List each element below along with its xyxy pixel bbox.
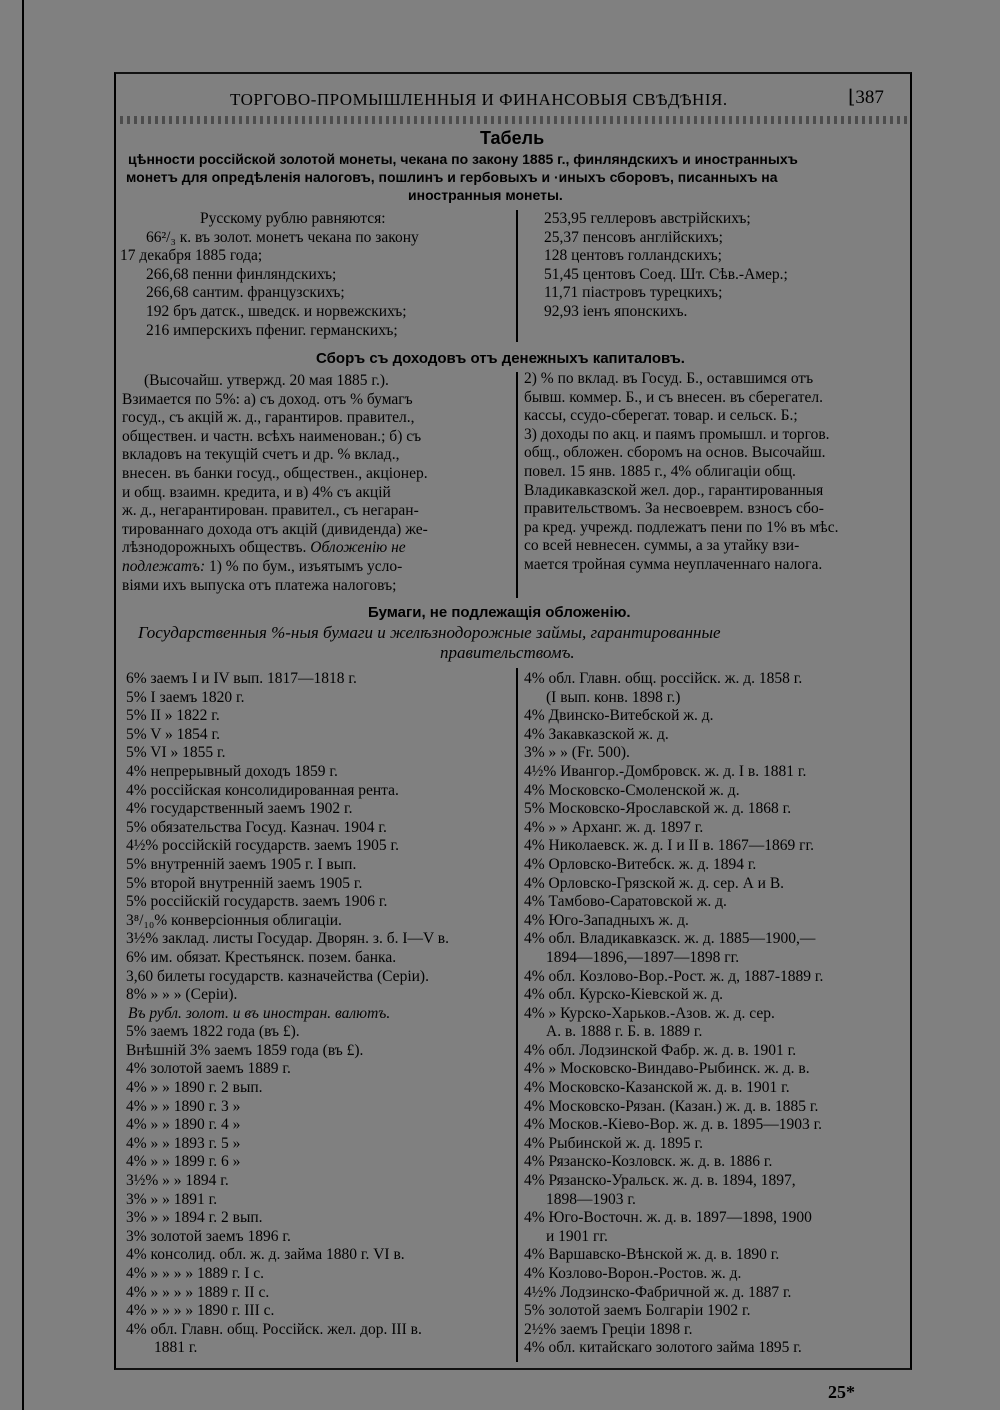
sbor-left-text [122,372,514,595]
list-item: 128 центовъ голландскихъ; [544,247,722,265]
list-item: 5% I заемъ 1820 г. [126,688,245,706]
text-line: віями ихъ выпуска отъ платежа налоговъ; [122,576,397,594]
header-rule [120,116,908,124]
text-line: 3) доходы по акц. и паямъ промышл. и торгов. [524,425,830,443]
list-item: 4% Рязанско-Уральск. ж. д. в. 1894, 1897, [524,1172,796,1190]
list-item: (I вып. конв. 1898 г.) [546,688,681,706]
tabel-subtitle-3: иностранныя монеты. [408,187,563,203]
list-item: 1898—1903 г. [546,1190,636,1208]
list-item: 4% обл. Главн. общ. Россійск. жел. дор. III в. [126,1320,422,1338]
text-line: со всей невнесен. суммы, а за утайку взи- [524,537,800,555]
list-item: 4% обл. Лодзинской Фабр. ж. д. в. 1901 г. [524,1041,797,1059]
list-item: 266,68 пенни финляндскихъ; [146,265,337,283]
list-item: 25,37 пенсовъ англійскихъ; [544,228,723,246]
text-line: общ., обложен. сборомъ на основ. Высочайш. [524,444,826,462]
list-item: 4% Двинско-Витебской ж. д. [524,707,714,725]
list-item: 8% » » » (Серіи). [126,986,238,1004]
text-line: кассы, ссудо-сберегат. товар. и сельск. Б.; [524,407,798,425]
list-item: 6% им. обязат. Крестьянск. позем. банка. [126,948,397,966]
list-item: 4% Варшавско-Вѣнской ж. д. в. 1890 г. [524,1246,780,1264]
list-item: 66²/₃ к. въ золот. монетъ чекана по закону [146,228,419,246]
list-item: 4% обл. Владикавказск. ж. д. 1885—1900,— [524,930,816,948]
list-item: 4% » » 1899 г. 6 » [126,1153,241,1171]
list-item: 4½% Лодзинско-Фабричной ж. д. 1887 г. [524,1283,792,1301]
list-item: 11,71 піастровъ турецкихъ; [544,284,723,302]
list-item: 4% Московско-Казанской ж. д. в. 1901 г. [524,1079,790,1097]
signature-mark: 25* [828,1382,855,1402]
list-item: 1881 г. [154,1339,198,1357]
list-item: 192 бръ датск., шведск. и норвежскихъ; [146,302,407,320]
list-item: 4% Москов.-Кіево-Вор. ж. д. в. 1895—1903 г. [524,1116,823,1134]
list-item: 5% внутренній заемъ 1905 г. I вып. [126,855,357,873]
tabel-subtitle-2: монетъ для опредѣленія налоговъ, пошлинъ и гербовыхъ и ·иныхъ сборовъ, писанныхъ на [126,169,778,185]
text-line: правительствомъ. За несвоеврем. взносъ сбо- [524,500,824,518]
list-item: 4% консолид. обл. ж. д. займа 1880 г. VI в. [126,1246,405,1264]
text-line: 2) % по вклад. въ Госуд. Б., оставшимся отъ [524,370,814,387]
running-header: ТОРГОВО-ПРОМЫШЛЕННЫЯ И ФИНАНСОВЫЯ СВѢДѢНІЯ. [230,90,728,109]
list-item: 5% V » 1854 г. [126,725,221,743]
list-item: 5% II » 1822 г. [126,707,220,725]
text-line: бывш. коммер. Б., и съ внесен. въ сберегател. [524,388,824,406]
list-item: 266,68 сантим. французскихъ; [146,284,345,302]
list-item: 253,95 геллеровъ австрійскихъ; [544,210,751,227]
list-item: 17 декабря 1885 года; [120,247,263,265]
list-item: 92,93 іенъ японскихъ. [544,302,688,320]
list-item: 4% » » » » 1889 г. I с. [126,1265,265,1282]
list-item: 4% » » 1890 г. 2 вып. [126,1079,263,1097]
outer-margin-rule [22,0,24,1410]
sbor-right-text [524,370,838,575]
text-line: Владикавказской жел. дор., гарантированныя [524,481,824,499]
list-item: 4% Козлово-Ворон.-Ростов. ж. д. [524,1265,742,1282]
bumagi-right-list [524,670,823,1358]
list-item: 4% Юго-Западныхъ ж. д. [524,911,689,929]
list-item: 4½% россійскій государств. заемъ 1905 г. [126,837,400,855]
list-item: 4% Московско-Рязан. (Казан.) ж. д. в. 1885 г. [524,1097,819,1115]
list-item: 1894—1896,—1897—1898 гг. [546,948,740,966]
list-item: 4% » Московско-Виндаво-Рыбинск. ж. д. в. [524,1060,810,1078]
text-line: госуд., съ акцій ж. д., гарантиров. правител., [122,409,415,427]
tabel-title: Табель [480,128,545,148]
list-item: 5% обязательства Госуд. Казнач. 1904 г. [126,818,387,836]
list-item: 3% » » 1894 г. 2 вып. [126,1209,263,1227]
text-line: обществен. и частн. всѣхъ наименован.; б) съ [122,427,422,445]
list-item: 5% золотой заемъ Болгаріи 1902 г. [524,1302,751,1320]
bumagi-italic-heading-2: правительствомъ. [440,643,575,662]
list-item: 3½% заклад. листы Государ. Дворян. з. б. I—V в. [126,930,449,948]
list-item: А. в. 1888 г. Б. в. 1889 г. [546,1023,703,1041]
text-line: лѣзнодорожныхъ обществъ. Обложенію не [122,539,406,557]
list-item: 4% золотой заемъ 1889 г. [126,1060,291,1078]
list-item: 4% обл. Курско-Кіевской ж. д. [524,986,723,1004]
list-item: 5% россійскій государств. заемъ 1906 г. [126,893,388,911]
list-item: 5% заемъ 1822 года (въ £). [126,1023,300,1041]
text-line: подлежатъ: 1) % по бум., изъятымъ усло- [122,557,403,575]
text-line: Взимается по 5%: а) съ доход. отъ % бумагъ [122,390,413,408]
list-item: 4% » » 1890 г. 3 » [126,1097,241,1115]
list-item: 4% » Курско-Харьков.-Азов. ж. д. сер. [524,1004,775,1022]
list-item: 4% Николаевск. ж. д. I и II в. 1867—1869 гг. [524,837,814,855]
text-line: повел. 15 янв. 1885 г., 4% облигаціи общ. [524,462,796,480]
list-item: 3% » » (Fr. 500). [524,744,630,762]
list-item: 5% VI » 1855 г. [126,744,226,762]
list-item: 51,45 центовъ Соед. Шт. Сѣв.-Амер.; [544,265,788,283]
text-line: ж. д., негарантирован. правител., съ негаран- [122,502,419,520]
list-item: Русскому рублю равняются: [200,210,386,227]
list-item: 4% » » 1893 г. 5 » [126,1134,241,1152]
text-line: (Высочайш. утвержд. 20 мая 1885 г.). [144,372,389,389]
list-item: 6% заемъ I и IV вып. 1817—1818 г. [126,670,357,687]
text-line: ра кред. учрежд. подлежатъ пени по 1% въ мѣс. [524,518,839,536]
list-item: 4% Рязанско-Козловск. ж. д. в. 1886 г. [524,1153,773,1171]
list-item: Внѣшній 3% заемъ 1859 года (въ £). [126,1041,364,1059]
list-item: 3% » » 1891 г. [126,1190,218,1208]
list-item: 216 имперскихъ пфениг. германскихъ; [146,321,398,339]
list-item: 4% Закавказской ж. д. [524,725,669,743]
tabel-right-list [544,210,788,322]
column-divider [516,668,518,1362]
list-item: 4% Юго-Восточн. ж. д. в. 1897—1898, 1900 [524,1209,812,1227]
list-item: 4% Рыбинской ж. д. 1895 г. [524,1134,704,1152]
list-item: 4% обл. Козлово-Вор.-Рост. ж. д, 1887-1889 г. [524,967,824,985]
list-item: 2½% заемъ Греціи 1898 г. [524,1320,693,1338]
tabel-subtitle-1: цѣнности россійской золотой монеты, чекана по закону 1885 г., финляндскихъ и иностранныхъ [128,151,798,167]
text-line: и общ. взаимн. кредита, и в) 4% съ акцій [122,483,391,501]
text-line: мается тройная сумма неуплаченнаго налога. [524,555,823,573]
bumagi-left-list [126,670,449,1358]
text-line: тированнаго дохода отъ акцій (дивиденда) же- [122,520,428,538]
list-item: и 1901 гг. [546,1227,608,1245]
sbor-title: Сборъ съ доходовъ отъ денежныхъ капиталовъ. [316,350,685,367]
bumagi-title: Бумаги, не подлежащія обложенію. [368,604,631,621]
column-divider [516,210,518,342]
list-item: 4% » » » » 1890 г. III с. [126,1302,275,1320]
column-divider [516,372,518,598]
list-item: 4% россійская консолидированная рента. [126,781,399,799]
list-item: 4½% Ивангор.-Домбровск. ж. д. I в. 1881 г. [524,762,807,780]
list-item: 4% непрерывный доходъ 1859 г. [126,762,338,780]
list-item: 3½% » » 1894 г. [126,1172,229,1190]
list-item: 5% Московско-Ярославской ж. д. 1868 г. [524,800,792,818]
list-item: 4% » » » » 1889 г. II с. [126,1283,270,1301]
tabel-left-list [120,210,419,340]
section-subheading: Въ рубл. золот. и въ иностран. валютъ. [128,1004,391,1022]
list-item: 4% Орловско-Витебск. ж. д. 1894 г. [524,855,757,873]
page-number: ⌊387 [848,87,884,108]
list-item: 4% Тамбово-Саратовской ж. д. [524,893,727,911]
list-item: 3% золотой заемъ 1896 г. [126,1227,291,1245]
list-item: 4% Орловско-Грязской ж. д. сер. А и В. [524,874,785,892]
list-item: 4% государственный заемъ 1902 г. [126,800,353,818]
list-item: 4% » » Арханг. ж. д. 1897 г. [524,818,704,836]
list-item: 3,60 билеты государств. казначейства (Серіи). [126,967,429,985]
list-item: 5% второй внутренній заемъ 1905 г. [126,874,363,892]
text-line: внесен. въ банки госуд., обществен., акціонер. [122,464,428,482]
list-item: 4% обл. китайскаго золотого займа 1895 г. [524,1339,802,1357]
list-item: 4% » » 1890 г. 4 » [126,1116,241,1134]
bumagi-italic-heading-1: Государственныя %-ныя бумаги и желѣзнодорожные займы, гарантированные [138,623,721,642]
list-item: 3⁸/₁₀% конверсіонныя облигаціи. [126,911,342,929]
list-item: 4% обл. Главн. общ. россійск. ж. д. 1858 г. [524,670,803,687]
text-line: вкладовъ на текущій счетъ и др. % вклад., [122,446,400,464]
list-item: 4% Московско-Смоленской ж. д. [524,781,740,799]
